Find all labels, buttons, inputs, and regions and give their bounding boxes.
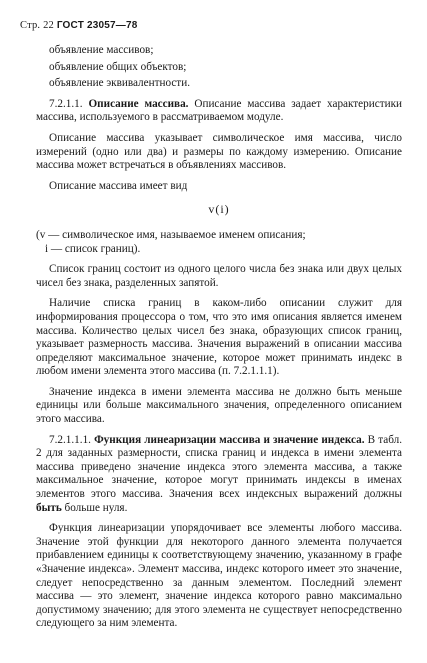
paragraph-function: Функция линеаризации упорядочивает все элементы любого массива. Значение этой функции для некоторого данного элемента получается прибавлением единицы к соответствующему значению, указанному в графе «Значение индекса». Элемент массива, индекс которого имеет это значение, следует непосредственно за данным элементом. Последний элемент массива — это элемент, значение индекса которого равно максимально допустимому значению; для этого элемента не существует непосредственно следующего за ним элемента. bbox=[36, 522, 402, 630]
list-item: объявление общих объектов; bbox=[49, 60, 187, 73]
formula-legend bbox=[36, 229, 402, 256]
section-text-end: больше нуля. bbox=[64, 501, 128, 514]
legend-line: (v — символическое имя, называемое именем описания; bbox=[36, 228, 306, 241]
paragraph-specifies: Описание массива указывает символическое имя массива, число измерений (одно или два) и размеры по каждому измерению. Описание массива может встречаться в объявлениях массивов. bbox=[36, 131, 402, 172]
section-text: В табл. 2 для заданных размерности, списка границ и индекса в имени элемента массива приведено значение индекса этого элемента массива, а также максимальное значение, которое могут принимать индексы в именах элементов этого массива. Значения всех индексных выражений должны bbox=[36, 433, 403, 501]
section-72111-paragraph bbox=[36, 434, 402, 516]
section-bold-word: быть bbox=[36, 501, 62, 514]
list-item: объявление массивов; bbox=[49, 44, 154, 56]
paragraph-presence: Наличие списка границ в каком-либо описании служит для информирования процессора о том, что это имя описания является именем массива. Количество целых чисел без знака, образующих список границ, указывает размерность массива. Значения выражений в описании массива определяют максимальное значение, которое может принимать индекс в любом имени элемента этого массива (п. 7.2.1.1.1). bbox=[36, 297, 402, 378]
formula: v(i) bbox=[208, 202, 230, 217]
section-text: Описание массива задает характеристики массива, используемого в рассматриваемом модуле. bbox=[36, 97, 402, 124]
page-header bbox=[20, 19, 138, 33]
legend-line: i — список границ). bbox=[45, 242, 141, 255]
page-body bbox=[36, 44, 402, 631]
section-title: Описание массива. bbox=[88, 97, 189, 110]
paragraph-bounds: Список границ состоит из одного целого числа без знака или двух целых чисел без знака, разделенных запятой. bbox=[36, 263, 402, 289]
page-number: Стр. 22 bbox=[20, 20, 54, 31]
paragraph-index: Значение индекса в имени элемента массива не должно быть меньше единицы или больше максимального значения, определенного описанием этого массива. bbox=[36, 385, 402, 426]
section-title: Функция линеаризации массива и значение индекса. bbox=[94, 433, 365, 446]
section-7211-paragraph bbox=[36, 98, 402, 125]
section-number: 7.2.1.1.1. bbox=[49, 433, 91, 446]
list-item: объявление эквивалентности. bbox=[49, 77, 190, 90]
standard-code: ГОСТ 23057—78 bbox=[56, 20, 138, 31]
section-number: 7.2.1.1. bbox=[49, 97, 83, 110]
paragraph-form: Описание массива имеет вид bbox=[49, 179, 188, 192]
